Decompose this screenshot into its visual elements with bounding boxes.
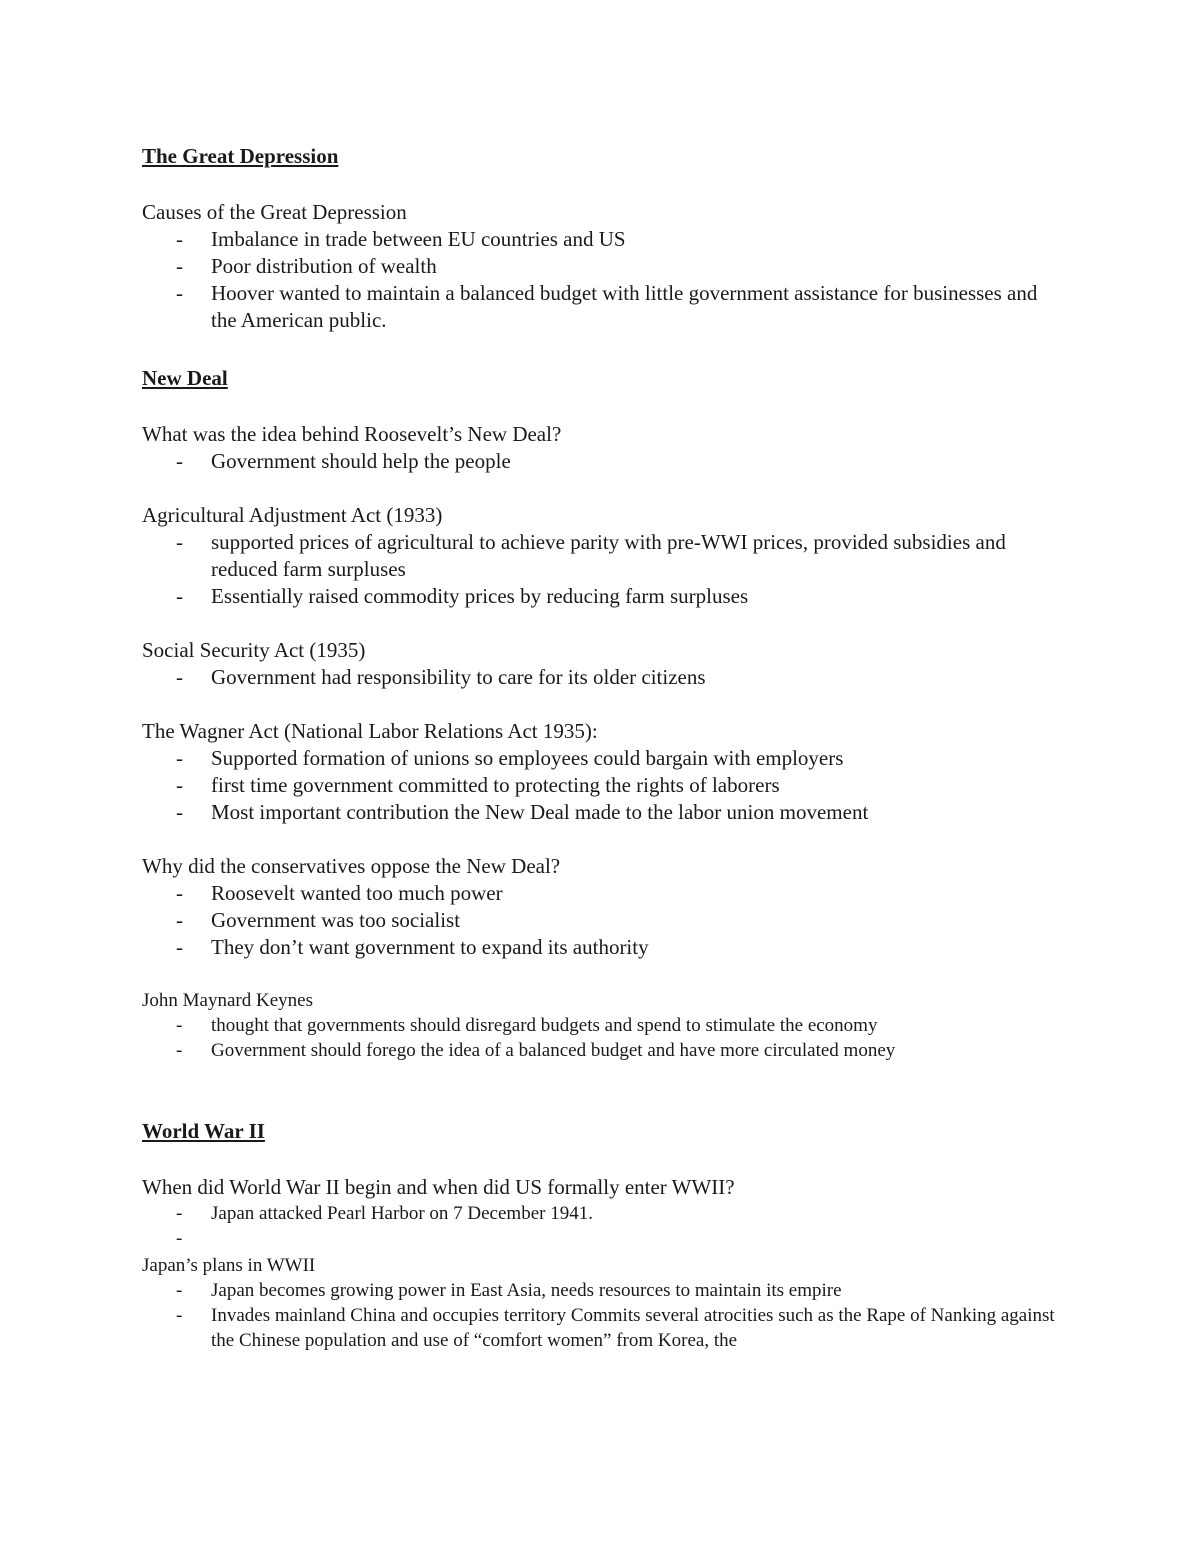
section-heading-new-deal: New Deal (142, 366, 228, 390)
list-item: - Most important contribution the New Deal made to the labor union movement (211, 799, 1062, 826)
question-japan-plans: Japan’s plans in WWII (142, 1255, 316, 1276)
list-item: - supported prices of agricultural to achieve parity with pre-WWI prices, provided subsidies and reduced farm surpluses (211, 529, 1062, 583)
causes-list (142, 226, 1062, 334)
question-wwii-begin: When did World War II begin and when did US formally enter WWII? (142, 1175, 735, 1199)
new-deal-idea-list (142, 448, 1062, 475)
list-item: - Supported formation of unions so employees could bargain with employers (211, 745, 1062, 772)
list-item: - Government was too socialist (211, 907, 1062, 934)
list-item: - Government should forego the idea of a balanced budget and have more circulated money (211, 1038, 1062, 1063)
keynes-list (142, 1013, 1062, 1063)
list-item: - first time government committed to protecting the rights of laborers (211, 772, 1062, 799)
list-item: - Invades mainland China and occupies territory Commits several atrocities such as the Rape of Nanking against the Chinese population and use of “comfort women” from Korea, the (211, 1303, 1062, 1353)
list-item: - Roosevelt wanted too much power (211, 880, 1062, 907)
question-new-deal-idea: What was the idea behind Roosevelt’s New Deal? (142, 422, 562, 446)
keynes-block (142, 988, 1062, 1063)
question-keynes: John Maynard Keynes (142, 990, 313, 1011)
section-heading-great-depression: The Great Depression (142, 144, 339, 168)
question-causes: Causes of the Great Depression (142, 200, 407, 224)
conservatives-list (142, 880, 1062, 961)
list-item: - Japan becomes growing power in East Asia, needs resources to maintain its empire (211, 1278, 1062, 1303)
list-item: - thought that governments should disregard budgets and spend to stimulate the economy (211, 1013, 1062, 1038)
list-item: - Government had responsibility to care for its older citizens (211, 664, 1062, 691)
list-item: - Essentially raised commodity prices by reducing farm surpluses (211, 583, 1062, 610)
wagner-act-list (142, 745, 1062, 826)
wwii-begin-list (142, 1201, 1062, 1226)
list-item: - Japan attacked Pearl Harbor on 7 December 1941. (211, 1201, 1062, 1226)
japan-plans-list (142, 1278, 1062, 1353)
list-item: - Government should help the people (211, 448, 1062, 475)
agricultural-act-list (142, 529, 1062, 610)
social-security-list (142, 664, 1062, 691)
question-social-security-act: Social Security Act (1935) (142, 638, 366, 662)
list-item: - They don’t want government to expand its authority (211, 934, 1062, 961)
list-item: - Imbalance in trade between EU countries and US (211, 226, 1062, 253)
list-item: - Poor distribution of wealth (211, 253, 1062, 280)
list-item: - Hoover wanted to maintain a balanced budget with little government assistance for businesses and the American public. (211, 280, 1062, 334)
question-agricultural-act: Agricultural Adjustment Act (1933) (142, 503, 443, 527)
section-heading-world-war-ii: World War II (142, 1119, 265, 1143)
document-page (142, 140, 1062, 1353)
question-conservatives: Why did the conservatives oppose the New Deal? (142, 854, 561, 878)
question-wagner-act: The Wagner Act (National Labor Relations Act 1935): (142, 719, 598, 743)
wwii-begin-block (142, 1201, 1062, 1353)
